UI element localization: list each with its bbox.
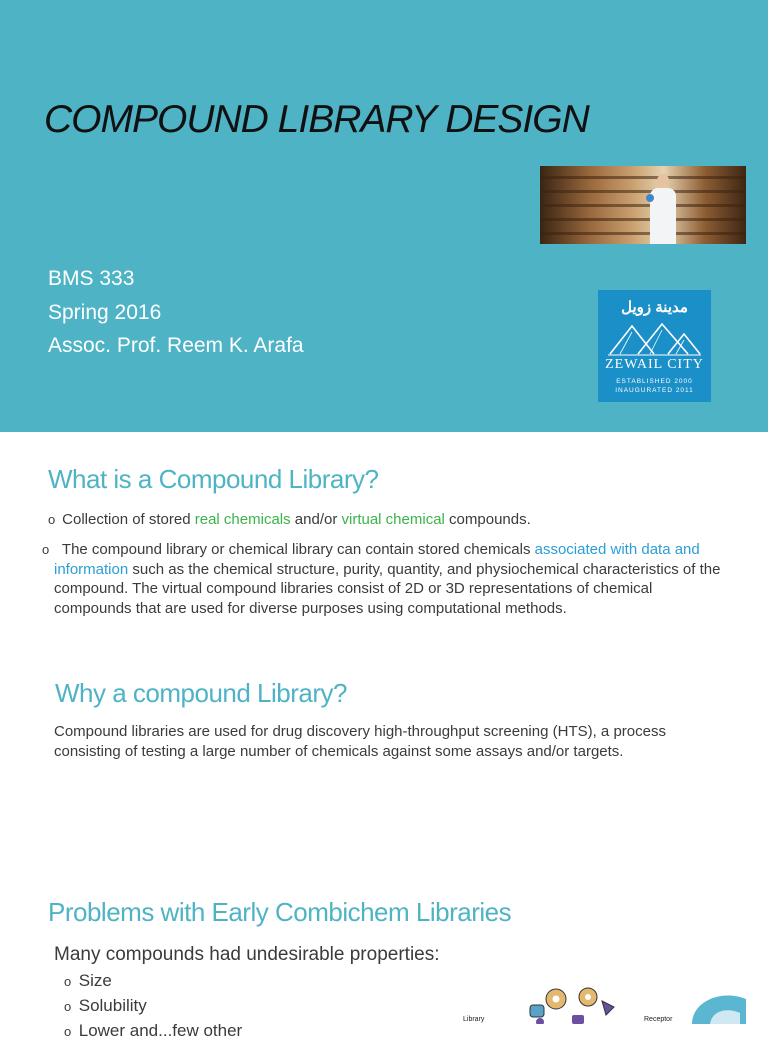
zewail-city-logo	[598, 290, 711, 402]
bullet-marker: o	[64, 1024, 72, 1039]
library-receptor-diagram	[460, 985, 768, 1024]
bullet-marker: o	[64, 999, 72, 1014]
problems-list	[64, 969, 242, 1044]
bullet-description	[42, 540, 724, 618]
bullet-marker: o	[64, 974, 72, 989]
highlight-associated-data: associated with data and information	[54, 541, 700, 578]
problems-intro: Many compounds had undesirable properties:	[54, 944, 440, 965]
lab-photo	[540, 166, 746, 244]
pyramids-icon	[606, 320, 703, 356]
logo-arabic-text: مدينة زويل	[621, 299, 688, 316]
list-item-text: Solubility	[78, 996, 147, 1015]
text-span: The compound library or chemical library can contain stored chemicals	[61, 541, 535, 558]
diagram-shapes	[460, 985, 768, 1024]
course-info	[48, 262, 304, 363]
list-item	[64, 1019, 242, 1044]
list-item	[64, 969, 242, 994]
heading-why: Why a compound Library?	[55, 678, 347, 708]
bullet-marker: o	[48, 512, 56, 527]
receptor-label: Receptor	[644, 1016, 673, 1023]
course-term: Spring 2016	[48, 300, 162, 324]
scientist-figure	[650, 172, 676, 244]
text-span: and/or	[290, 511, 342, 528]
text-span: such as the chemical structure, purity, quantity, and physiochemical characteristics of the compound. The virtual compound libraries consist of 2D or 3D representations of chemical compounds that are used for diverse purposes using computational methods.	[54, 560, 721, 617]
bullet-marker: o	[42, 542, 50, 557]
slide-title: COMPOUND LIBRARY DESIGN	[44, 98, 589, 141]
course-code: BMS 333	[48, 267, 135, 290]
heading-what-is: What is a Compound Library?	[48, 464, 379, 494]
logo-name: ZEWAIL CITY	[605, 357, 704, 372]
text-span: compounds.	[444, 511, 531, 528]
logo-inaugurated: INAUGURATED 2011	[615, 387, 694, 394]
text-span: Collection of stored	[62, 511, 195, 528]
library-label: Library	[463, 1016, 485, 1023]
bullet-collection	[48, 510, 728, 530]
list-item-text: Lower and...few other	[78, 1021, 243, 1040]
highlight-virtual-chemical: virtual chemical	[341, 511, 445, 528]
list-item	[64, 994, 242, 1019]
title-slide	[0, 0, 768, 432]
highlight-real-chemicals: real chemicals	[194, 511, 291, 528]
why-paragraph: Compound libraries are used for drug discovery high-throughput screening (HTS), a process consisting of testing a large number of chemicals against some assays and/or targets.	[54, 723, 666, 760]
course-author: Assoc. Prof. Reem K. Arafa	[48, 334, 304, 357]
heading-problems: Problems with Early Combichem Libraries	[48, 897, 512, 927]
logo-established: ESTABLISHED 2000	[616, 378, 693, 385]
list-item-text: Size	[78, 971, 112, 990]
